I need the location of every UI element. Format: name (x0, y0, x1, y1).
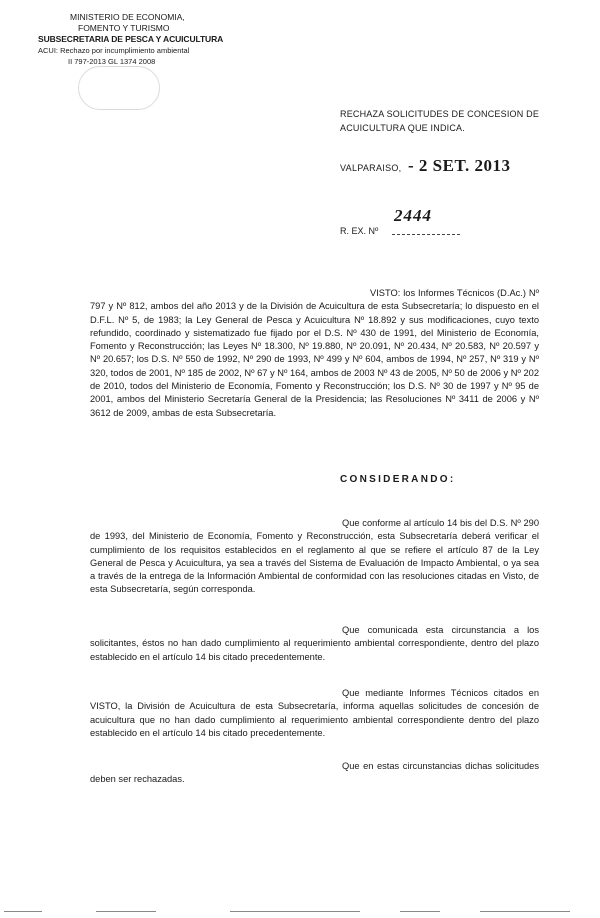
ministry-line-1: MINISTERIO DE ECONOMIA, (70, 12, 185, 22)
subsecretaria-name: SUBSECRETARIA DE PESCA Y ACUICULTURA (38, 34, 224, 44)
ministry-line-2: FOMENTO Y TURISMO (78, 23, 170, 33)
resolution-label: R. EX. Nº (340, 226, 379, 236)
place-label: VALPARAISO, (340, 163, 402, 173)
office-stamp (78, 66, 160, 110)
resolution-number: 2444 (394, 206, 432, 225)
considerando-paragraph-4: Que en estas circunstancias dichas solicitudes deben ser rechazadas. (90, 761, 539, 785)
considerando-heading: CONSIDERANDO: (340, 474, 456, 485)
considerando-paragraph-1: Que conforme al artículo 14 bis del D.S. Nº 290 de 1993, del Ministerio de Economía, Fomento y Reconstrucción, esta Subsecretaría deberá verificar el cumplimiento de los requisitos establecidos en el reglamento al que se refiere el artículo 87 de la Ley General de Pesca y Acuicultura, ya sea a través del Sistema de Evaluación de Impacto Ambiental, o ya sea a través de la entrega de la Información Ambiental de conformidad con las resoluciones citadas en Visto, de esta Subsecretaría, según corresponda. (90, 518, 539, 595)
letterhead (38, 12, 238, 67)
reference-line-1: ACUI: Rechazo por incumplimiento ambiental (38, 46, 190, 55)
document-subject: RECHAZA SOLICITUDES DE CONCESION DE ACUICULTURA QUE INDICA. (340, 109, 540, 133)
visto-paragraph: VISTO: los Informes Técnicos (D.Ac.) Nº 797 y Nº 812, ambos del año 2013 y de la División de Acuicultura de esta Subsecretaría; lo dispuesto en el D.F.L. Nº 5, de 1983; la Ley General de Pesca y Acuicultura Nº 18.892 y sus modificaciones, cuyo texto refundido, coordinado y sistematizado fue fijado por el D.S. Nº 430 de 1991, del Ministerio de Economía, Fomento y Reconstrucción; las Leyes Nº 18.300, Nº 19.880, Nº 20.091, Nº 20.434, Nº 20.583, Nº 20.597 y Nº 20.657; los D.S. Nº 550 de 1992, Nº 290 de 1993, Nº 499 y Nº 604, ambos de 1994, Nº 257, Nº 319 y Nº 320, todos de 2001, Nº 185 de 2002, Nº 67 y Nº 164, ambos de 2003 Nº 43 de 2005, Nº 50 de 2006 y Nº 202 de 2010, todos del Ministerio de Economía, Fomento y Reconstrucción; los D.S. Nº 30 de 1997 y Nº 95 de 2001, ambos del Ministerio Secretaría General de la Presidencia; las Resoluciones Nº 3411 de 2006 y Nº 3612 de 2009, ambas de esta Subsecretaría. (90, 288, 539, 418)
resolution-number-line (392, 234, 460, 235)
reference-line-2: II 797-2013 GL 1374 2008 (68, 57, 156, 66)
issue-date: - 2 SET. 2013 (408, 156, 511, 175)
considerando-paragraph-3: Que mediante Informes Técnicos citados en VISTO, la División de Acuicultura de esta Subsecretaría, informa aquellas solicitudes de concesión de acuicultura que no han dado cumplimiento al requerimiento ambiental correspondiente dentro del plazo establecido en el artículo 14 bis citado precedentemente. (90, 688, 539, 738)
footer-marks (0, 907, 600, 915)
considerando-paragraph-2: Que comunicada esta circunstancia a los solicitantes, éstos no han dado cumplimiento al requerimiento ambiental correspondiente, dentro del plazo establecido en el artículo 14 bis citado precedentemente. (90, 625, 539, 662)
